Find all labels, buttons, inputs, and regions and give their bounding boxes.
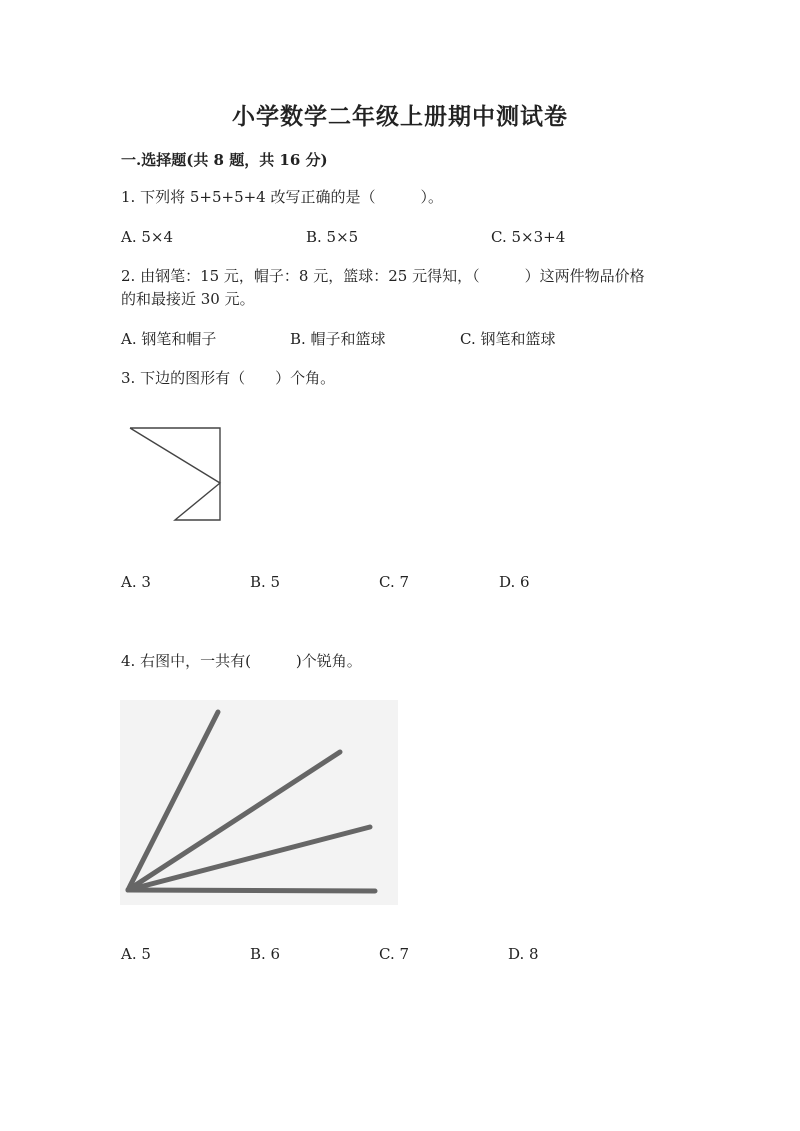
question-1-option-c: C. 5×3+4	[491, 228, 566, 246]
question-3-option-c: C. 7	[379, 573, 410, 591]
question-4-stem: 4. 右图中，一共有( )个锐角。	[121, 652, 362, 670]
question-3-stem: 3. 下边的图形有（ ）个角。	[121, 369, 336, 387]
question-1-option-a: A. 5×4	[121, 228, 174, 246]
question-4-option-b: B. 6	[250, 945, 281, 963]
question-1-option-b: B. 5×5	[306, 228, 359, 246]
question-1-stem: 1. 下列将 5+5+5+4 改写正确的是（ ）。	[121, 188, 443, 206]
question-4-ray-figure	[120, 700, 400, 910]
question-3-option-d: D. 6	[499, 573, 530, 591]
section-heading: 一.选择题(共 8 题，共 16 分)	[121, 151, 328, 169]
question-3-option-b: B. 5	[250, 573, 281, 591]
question-2-option-b: B. 帽子和篮球	[290, 330, 386, 348]
question-3-option-a: A. 3	[121, 573, 151, 591]
question-3-angle-figure	[120, 420, 230, 530]
question-2-stem-line1: 2. 由钢笔：15 元，帽子：8 元，篮球：25 元得知，（ ）这两件物品价格	[121, 267, 645, 285]
question-2-option-c: C. 钢笔和篮球	[460, 330, 556, 348]
question-4-option-a: A. 5	[121, 945, 151, 963]
question-4-option-d: D. 8	[508, 945, 539, 963]
question-2-option-a: A. 钢笔和帽子	[121, 330, 217, 348]
question-4-option-c: C. 7	[379, 945, 410, 963]
page-title: 小学数学二年级上册期中测试卷	[232, 103, 568, 130]
question-2-stem-line2: 的和最接近 30 元。	[121, 290, 255, 308]
